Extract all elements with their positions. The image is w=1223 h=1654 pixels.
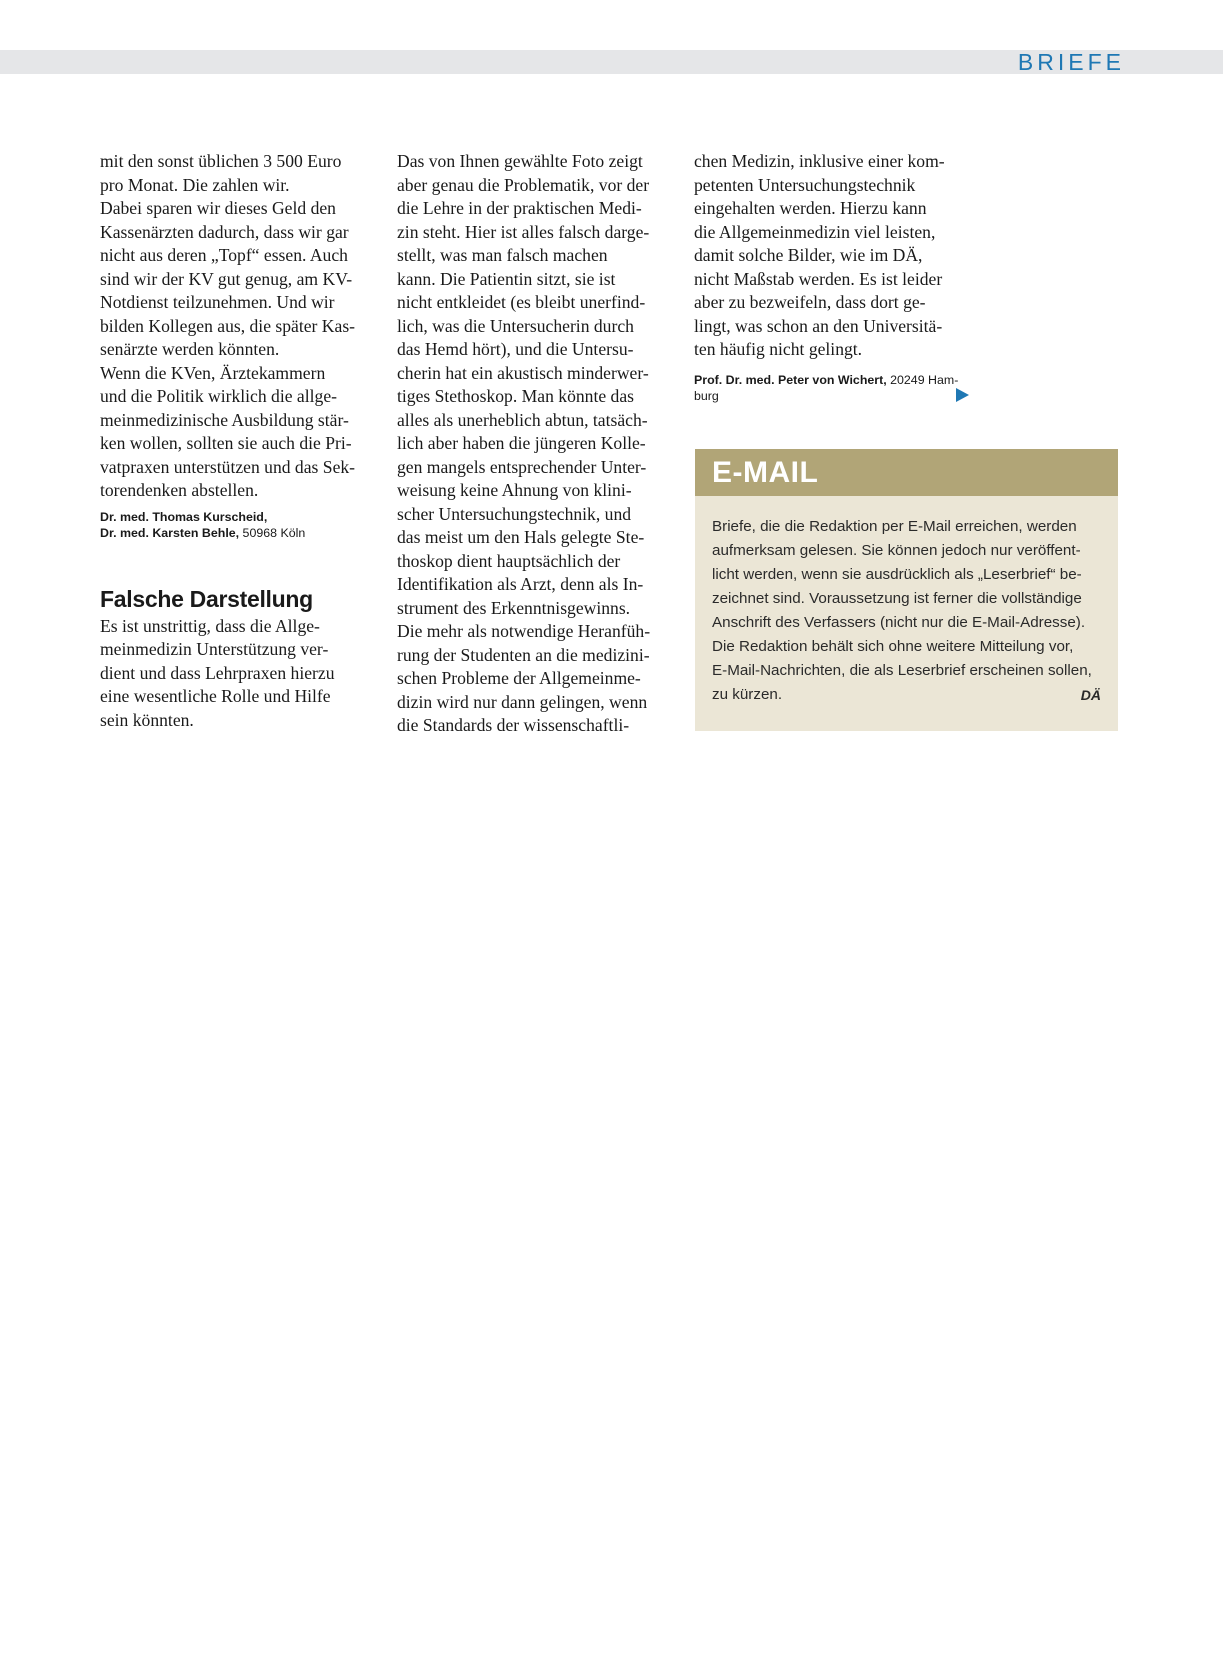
text-line: Kassenärzten dadurch, dass wir gar [100,221,349,242]
text-line: stellt, was man falsch machen [397,245,608,265]
text-line: Anschrift des Verfassers (nicht nur die E-Mail-Adresse). [712,614,1086,631]
text-line: tiges Stethoskop. Man könnte das [397,386,635,406]
text-line: licht werden, wenn sie ausdrücklich als „Leserbrief“ be- [712,566,1082,583]
text-line: zu kürzen. [712,686,783,703]
column-1 [100,150,378,732]
text-line: eingehalten werden. Hierzu kann [694,198,927,218]
editorial-sign: DÄ [1080,687,1101,703]
text-line: zin steht. Hier ist alles falsch darge- [397,221,650,242]
column-3 [694,150,972,404]
letter-signature [100,509,378,541]
signature-place: 20249 Ham- [886,372,959,387]
text-line: aufmerksam gelesen. Sie können jedoch nur veröffent- [712,542,1081,559]
text-line: torendenken abstellen. [100,480,259,500]
email-info-box [695,449,1118,731]
text-line: ten häufig nicht gelingt. [694,339,863,359]
text-line: ken wollen, sollten sie auch die Pri- [100,433,352,453]
letter-text [100,615,378,733]
text-line: dient und dass Lehrpraxen hierzu [100,662,335,683]
text-line: zeichnet sind. Voraussetzung ist ferner die vollständige [712,590,1082,607]
continue-arrow-icon [956,388,969,402]
section-label: BRIEFE [1017,49,1125,75]
signature-place-continued: burg [694,388,719,403]
email-box-text [695,496,1118,707]
text-line: Die mehr als notwendige Heranfüh- [397,621,651,641]
text-line: die Standards der wissenschaftli- [397,715,630,735]
text-line: weisung keine Ahnung von klini- [397,480,632,500]
text-line: Dabei sparen wir dieses Geld den [100,198,336,218]
text-line: aber genau die Problematik, vor der [397,174,650,195]
text-line: sein könnten. [100,709,194,730]
column-2 [397,150,675,738]
text-line: Notdienst teilzunehmen. Und wir [100,292,335,312]
text-line: cherin hat ein akustisch minderwer- [397,362,649,383]
letter-heading: Falsche Darstellung [100,585,313,612]
email-box-title: E-MAIL [695,449,1118,496]
text-line: Die Redaktion behält sich ohne weitere Mitteilung vor, [712,638,1074,655]
text-line: nicht entkleidet (es bleibt unerfind- [397,292,646,312]
text-line: scher Untersuchungstechnik, und [397,503,632,524]
text-line: pro Monat. Die zahlen wir. [100,174,290,195]
text-line: Briefe, die die Redaktion per E-Mail erreichen, werden [712,518,1077,535]
text-line: Identifikation als Arzt, denn als In- [397,574,644,594]
text-line: sind wir der KV gut genug, am KV- [100,268,353,289]
text-line: die Allgemeinmedizin viel leisten, [694,221,936,242]
text-line: senärzte werden könnten. [100,339,280,359]
letter-signature [694,372,972,404]
text-line: chen Medizin, inklusive einer kom- [694,151,945,171]
text-line: dizin wird nur dann gelingen, wenn [397,691,648,712]
text-line: strument des Erkenntnisgewinns. [397,597,631,618]
text-line: Es ist unstrittig, dass die Allge- [100,615,320,636]
text-line: eine wesentliche Rolle und Hilfe [100,686,331,706]
text-line: nicht Maßstab werden. Es ist leider [694,268,943,289]
text-line: meinmedizin Unterstützung ver- [100,639,329,659]
text-line: Das von Ihnen gewählte Foto zeigt [397,151,643,171]
text-line: damit solche Bilder, wie im DÄ, [694,245,923,265]
text-line: mit den sonst üblichen 3 500 Euro [100,151,342,171]
text-line: vatpraxen unterstützen und das Sek- [100,456,356,477]
text-line: alles als unerheblich abtun, tatsäch- [397,409,648,430]
text-line: lich aber haben die jüngeren Kolle- [397,433,646,453]
text-line: schen Probleme der Allgemeinme- [397,668,641,688]
text-line: bilden Kollegen aus, die später Kas- [100,315,356,336]
text-line: thoskop dient hauptsächlich der [397,550,621,571]
signature-author: Dr. med. Thomas Kurscheid, [100,509,268,524]
text-line: rung der Studenten an die medizini- [397,644,650,665]
signature-place: 50968 Köln [239,525,306,540]
signature-author: Dr. med. Karsten Behle, [100,525,240,540]
text-line: das Hemd hört), und die Untersu- [397,339,634,359]
text-line: nicht aus deren „Topf“ essen. Auch [100,245,348,265]
text-line: Wenn die KVen, Ärztekammern [100,362,326,383]
text-line: und die Politik wirklich die allge- [100,386,337,406]
text-line: lingt, was schon an den Universitä- [694,315,943,336]
text-line: lich, was die Untersucherin durch [397,315,634,336]
text-line: E-Mail-Nachrichten, die als Leserbrief erscheinen sollen, [712,662,1092,679]
text-line: die Lehre in der praktischen Medi- [397,198,642,218]
text-line: das meist um den Hals gelegte Ste- [397,527,645,547]
text-line: kann. Die Patientin sitzt, sie ist [397,268,616,289]
text-line: gen mangels entsprechender Unter- [397,456,647,477]
text-line: meinmedizinische Ausbildung stär- [100,409,349,430]
signature-author: Prof. Dr. med. Peter von Wichert, [694,372,887,387]
letter-text-continued [100,150,378,503]
text-line: aber zu bezweifeln, dass dort ge- [694,292,926,312]
text-line: petenten Untersuchungstechnik [694,174,916,195]
